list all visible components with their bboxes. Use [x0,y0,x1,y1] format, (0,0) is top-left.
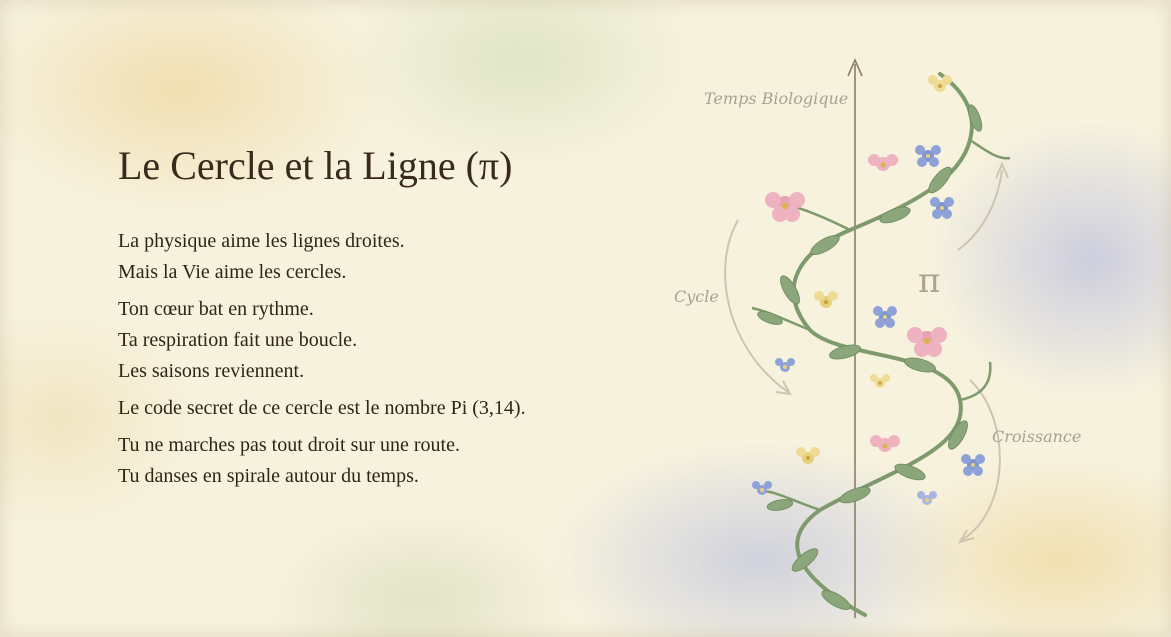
page-title: Le Cercle et la Ligne (π) [118,143,513,188]
leaf [878,204,912,226]
upper-arc [958,170,1002,250]
cycle-label: Cycle [674,287,719,306]
poem-line: Ta respiration fait une boucle. [118,329,358,351]
vine-branch [970,140,1010,158]
blue-flower-icon [915,145,941,167]
poem-line: Ton cœur bat en rythme. [118,298,314,320]
poem-line: Le code secret de ce cercle est le nombre Pi (3,14). [118,397,526,419]
leaf [819,587,853,613]
vine-branch [960,362,990,400]
yellow-flower-icon [870,374,890,388]
poem-line: Tu ne marches pas tout droit sur une route. [118,434,460,456]
pink-flower-icon [907,327,947,357]
poem-line: La physique aime les lignes droites. [118,230,405,252]
cycle-arc [725,220,788,392]
yellow-flower-icon [928,75,952,92]
blue-flower-icon [930,197,954,219]
blue-flower-icon [775,358,795,372]
leaf [777,273,803,307]
poem-stanza [118,226,638,288]
poem-stanza [118,294,638,387]
poem-line: Tu danses en spirale autour du temps. [118,465,419,487]
leaf [808,232,842,258]
poem-stanza [118,430,638,492]
growth-label: Croissance [992,427,1082,446]
poem-line: Les saisons reviennent. [118,360,305,382]
yellow-flower-icon [796,447,820,464]
blue-flower-icon [961,454,985,476]
leaf [925,164,955,196]
pink-flower-icon [870,435,900,452]
leaf [966,103,985,133]
time-axis-label: Temps Biologique [704,89,849,108]
vine-stem [794,74,972,615]
yellow-flower-icon [814,291,838,308]
poem-line: Mais la Vie aime les cercles. [118,261,347,283]
pink-flower-icon [868,154,898,171]
blue-flower-icon [917,491,937,505]
blue-flower-icon [873,306,897,328]
leaf [766,498,793,512]
pink-flower-icon [765,192,805,222]
poem-stanza [118,393,638,424]
leaf [756,309,784,327]
poem [118,226,638,498]
pi-symbol: π [918,261,941,301]
spiral-vine-illustration [640,40,1120,630]
leaf [903,355,937,375]
